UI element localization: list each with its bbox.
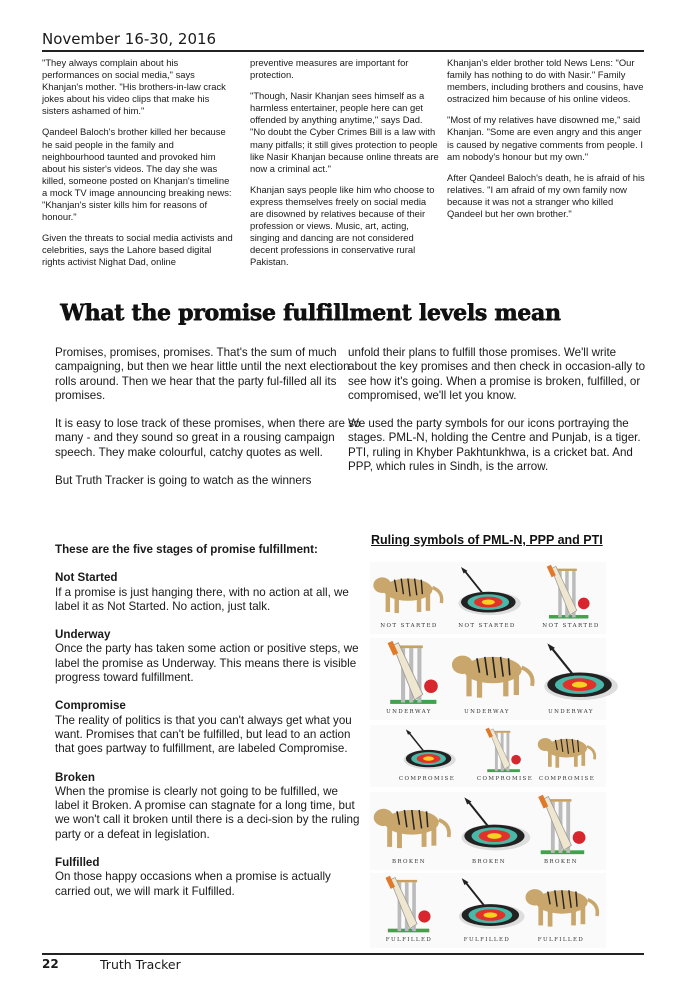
symbol-cell <box>532 564 610 629</box>
symbols-title: Ruling symbols of PML-N, PPP and PTI <box>371 533 603 547</box>
symbol-cell <box>448 875 526 943</box>
symbol-cell <box>448 564 526 629</box>
symbol-cell <box>388 727 466 782</box>
symbol-cell <box>370 640 448 715</box>
symbol-label: UNDERWAY <box>548 709 594 715</box>
tiger-icon <box>370 794 448 858</box>
tiger-icon <box>528 727 606 775</box>
target-arrow-icon <box>448 875 526 936</box>
symbol-cell <box>370 875 448 943</box>
stage-underway <box>55 628 365 685</box>
symbols-row <box>370 873 606 948</box>
stage-description: On those happy occasions when a promise is actually carried out, we will mark it Fulfilled. <box>55 870 331 898</box>
stage-name: Compromise <box>55 699 126 713</box>
paragraph: Promises, promises, promises. That's the sum of much campaigning, but then we hear little until the next election rolls around. Then we hear that the party ful-filled all its promises. <box>55 346 350 402</box>
symbol-cell <box>522 875 600 943</box>
stage-description: If a promise is just hanging there, with no action at all, we label it as Not Started. No action, just talk. <box>55 585 349 613</box>
stage-not-started <box>55 571 365 614</box>
symbols-row <box>370 725 606 787</box>
symbol-cell <box>522 794 600 865</box>
symbols-row <box>370 562 606 634</box>
symbol-cell <box>370 564 448 629</box>
stage-description: When the promise is clearly not going to be fulfilled, we label it Broken. A promise can stagnate for a long time, but we won't call it broken until there is a deci-sion by the ruling party or a defeat in legislation. <box>55 784 360 841</box>
stage-description: The reality of politics is that you can't always get what you want. Promises that can't be fulfilled, but lead to an action that goes partway to fulfillment, are labeled Compromise. <box>55 713 352 756</box>
stage-broken <box>55 771 365 842</box>
symbol-label: COMPROMISE <box>398 776 456 782</box>
paragraph: "They always complain about his performances on social media," says Khanjan's mother. "His brothers-in-law crack jokes about his video clips that make his sisters ashamed of him." <box>42 57 226 117</box>
symbol-label: COMPROMISE <box>476 776 534 782</box>
paragraph: unfold their plans to fulfill those promises. We'll write about the key promises and then check in occasion-ally to see how it's going. When a promise is broken, fulfilled, or compromised, we'll let you know. <box>348 346 646 402</box>
tiger-icon <box>522 875 600 936</box>
symbol-cell <box>370 794 448 865</box>
symbol-label: FULFILLED <box>463 937 511 943</box>
header-rule <box>42 50 644 52</box>
target-arrow-icon <box>388 727 466 775</box>
symbol-cell <box>448 640 526 715</box>
cricket-bat-icon <box>370 640 448 708</box>
paragraph: Khanjan's elder brother told News Lens: "Our family has nothing to do with Nasir." Family members, including brothers and cousins, have ostracized him because of his online videos. <box>447 57 644 105</box>
symbol-label: NOT STARTED <box>458 623 516 629</box>
stages-lead: These are the five stages of promise fulfillment: <box>55 543 318 556</box>
stage-name: Broken <box>55 770 95 784</box>
symbol-label: NOT STARTED <box>542 623 600 629</box>
article-column-1 <box>42 57 234 278</box>
cricket-bat-icon <box>532 564 610 622</box>
issue-date: November 16-30, 2016 <box>42 30 217 48</box>
publication-name: Truth Tracker <box>100 957 181 972</box>
paragraph: But Truth Tracker is going to watch as the winners <box>55 474 312 488</box>
symbols-row <box>370 638 606 720</box>
page-number: 22 <box>42 957 59 971</box>
stage-name: Not Started <box>55 571 118 585</box>
stage-name: Underway <box>55 628 111 642</box>
intro-column-left <box>55 346 361 502</box>
section-title: What the promise fulfillment levels mean <box>60 300 561 326</box>
article-column-2 <box>250 57 440 278</box>
target-arrow-icon <box>448 564 526 622</box>
paragraph: We used the party symbols for our icons portraying the stages. PML-N, holding the Centre and Punjab, is a tiger. PTI, ruling in Khyber Pakhtunkhwa, is a cricket bat. And PPP, which rules in Sindh, is the arrow. <box>348 417 641 474</box>
symbol-cell <box>528 727 606 782</box>
symbol-label: UNDERWAY <box>464 709 510 715</box>
tiger-icon <box>370 564 448 622</box>
cricket-bat-icon <box>522 794 600 858</box>
symbol-label: BROKEN <box>471 859 507 865</box>
symbol-label: FULFILLED <box>385 937 433 943</box>
symbol-label: UNDERWAY <box>386 709 432 715</box>
paragraph: preventive measures are important for protection. <box>250 57 409 81</box>
symbol-label: COMPROMISE <box>538 776 596 782</box>
footer-rule <box>42 953 644 955</box>
symbol-label: NOT STARTED <box>380 623 438 629</box>
paragraph: After Qandeel Baloch's death, he is afraid of his relatives. "I am afraid of my own family now because it was not a stranger who killed Qandeel but her own brother." <box>447 171 645 220</box>
target-arrow-icon <box>532 640 610 708</box>
symbol-label: BROKEN <box>543 859 579 865</box>
stages-list <box>55 543 365 913</box>
paragraph: Qandeel Baloch's brother killed her because he said people in the family and neighbourhood taunted and provoked him about his sister's videos. The day she was killed, someone posted on Khanjan's timeline a mock TV image announcing breaking news: "Khanjan's sister kills him for reasons of honour." <box>42 126 232 223</box>
stage-fulfilled <box>55 856 365 899</box>
symbol-label: BROKEN <box>391 859 427 865</box>
stage-description: Once the party has taken some action or positive steps, we label the promise as Underway. This means there is visible progress toward fulfillment. <box>55 642 359 685</box>
paragraph: It is easy to lose track of these promises, when there are so many - and they sound so great in a rousing campaign speech. They make colourful, catchy quotes as well. <box>55 417 361 459</box>
paragraph: Khanjan says people like him who choose to express themselves freely on social media are disowned by relatives because of their profession or views. Music, art, acting, singing and dancing are not considered decent professions in conservative rural Pakistan. <box>250 183 435 268</box>
paragraph: "Most of my relatives have disowned me," said Khanjan. "Some are even angry and this anger is caused by negative comments from people. I am nobody's honour but my own." <box>447 114 643 162</box>
paragraph: Given the threats to social media activists and celebrities, says the Lahore based digital rights activist Nighat Dad, online <box>42 232 233 268</box>
symbol-cell <box>532 640 610 715</box>
tiger-icon <box>448 640 526 708</box>
paragraph: "Though, Nasir Khanjan sees himself as a harmless entertainer, people here can get offended by anything anytime," says Dad. "No doubt the Cyber Crimes Bill is a law with many pitfalls; it still gives protection to people like Nasir Khanjan because online threats are now a criminal act." <box>250 90 439 174</box>
target-arrow-icon <box>450 794 528 858</box>
article-column-3 <box>447 57 647 229</box>
stage-name: Fulfilled <box>55 856 100 870</box>
symbol-label: FULFILLED <box>537 937 585 943</box>
stage-compromise <box>55 699 365 756</box>
symbol-cell <box>450 794 528 865</box>
cricket-bat-icon <box>370 875 448 936</box>
intro-column-right <box>348 346 648 488</box>
symbols-row <box>370 792 606 870</box>
